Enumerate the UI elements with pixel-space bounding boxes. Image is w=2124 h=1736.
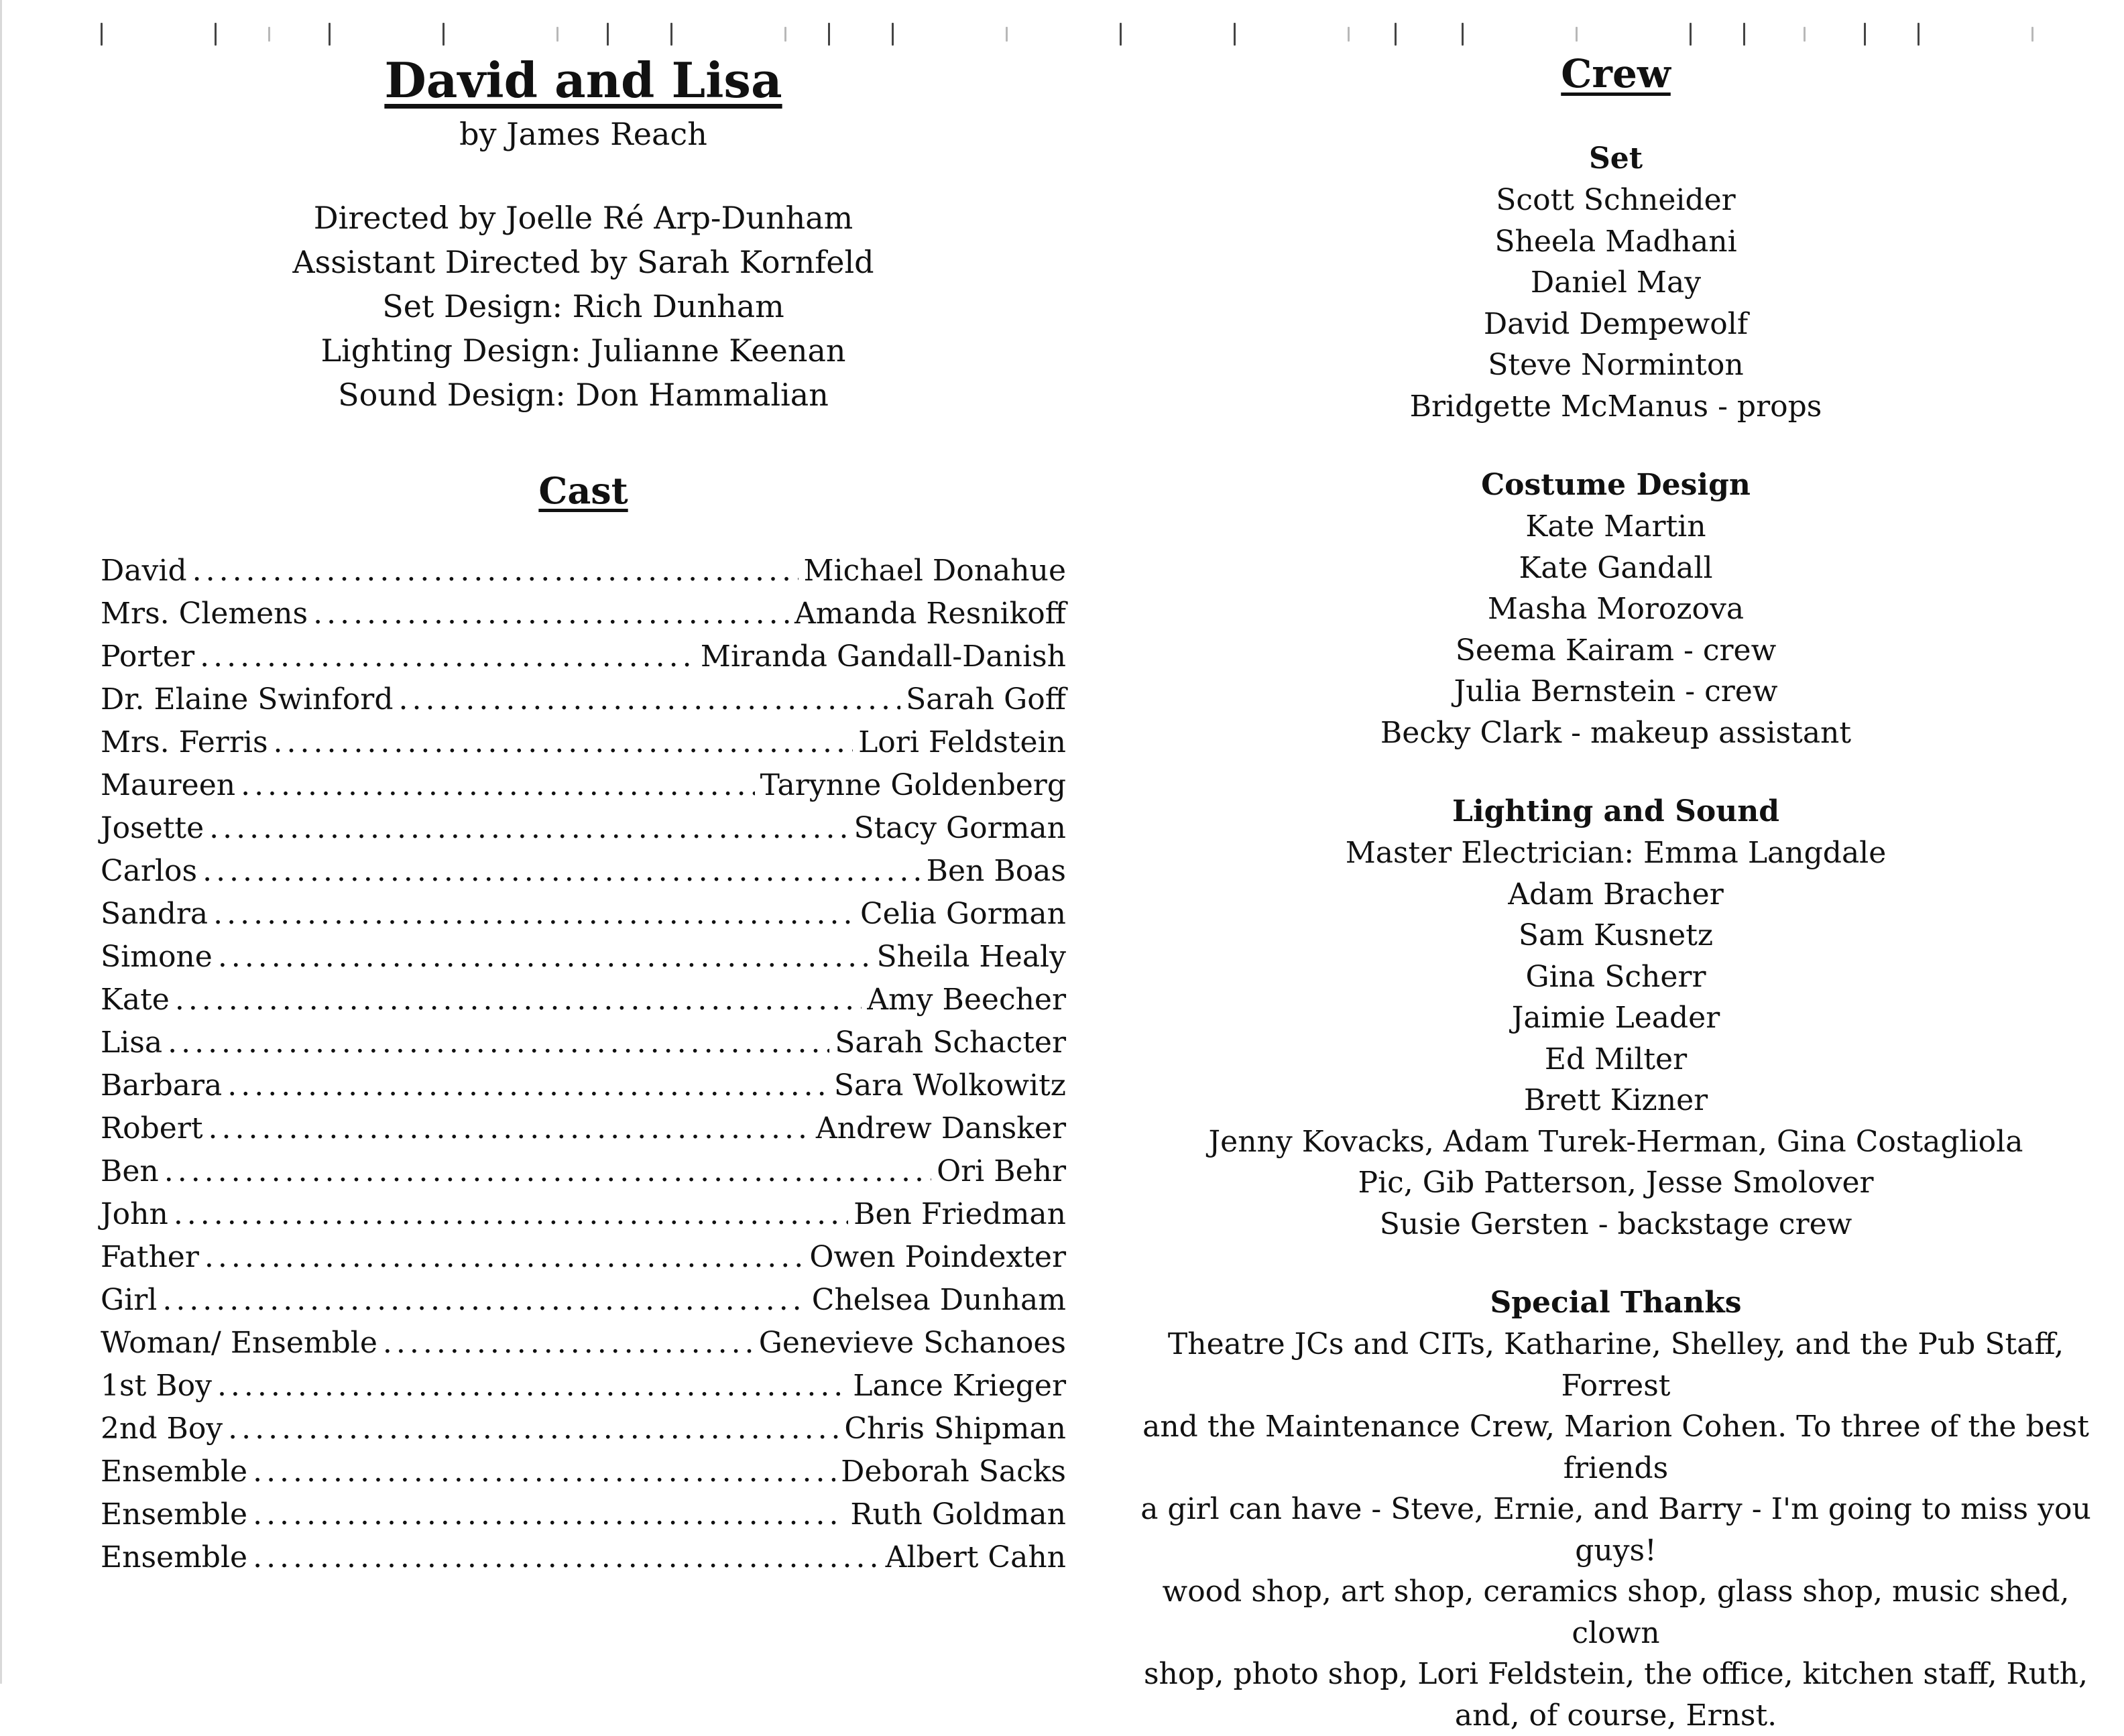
left-column [101,47,1066,1590]
cast-actor: Chris Shipman [844,1408,1066,1450]
cast-actor: Lori Feldstein [858,721,1066,764]
cast-role: Carlos [101,850,197,893]
cast-row [101,1236,1066,1279]
dot-leader [253,1450,835,1493]
dot-leader [204,1236,805,1279]
dot-leader [383,1322,754,1365]
right-column [1133,47,2099,1736]
crew-member: Pic, Gib Patterson, Jesse Smolover [1133,1162,2099,1204]
credit-sound-design: Sound Design: Don Hammalian [101,373,1066,417]
crew-member: Steve Norminton [1133,345,2099,386]
cast-role: Girl [101,1279,157,1322]
binding-tick [2031,27,2033,42]
crew-member: Julia Bernstein - crew [1133,671,2099,712]
thanks-line: a girl can have - Steve, Ernie, and Barry - I'm going to miss you guys! [1133,1489,2099,1571]
cast-role: Ensemble [101,1450,247,1493]
cast-role: Lisa [101,1021,162,1064]
cast-row [101,593,1066,635]
cast-actor: Owen Poindexter [809,1236,1066,1279]
lighting-crew-section [1133,791,2099,1245]
cast-actor: Albert Cahn [886,1536,1066,1579]
author-line: by James Reach [101,114,1066,154]
dot-leader [217,1365,847,1408]
dot-leader [213,893,855,936]
cast-row [101,550,1066,593]
cast-list [101,550,1066,1579]
binding-tick [556,27,558,42]
crew-member: Jenny Kovacks, Adam Turek-Herman, Gina Costagliola [1133,1121,2099,1163]
credit-lighting-design: Lighting Design: Julianne Keenan [101,328,1066,373]
cast-row [101,807,1066,850]
costume-crew-list [1133,506,2099,753]
set-crew-list [1133,180,2099,427]
cast-role: Maureen [101,764,235,807]
lighting-crew-list [1133,832,2099,1245]
crew-member: Kate Gandall [1133,548,2099,589]
cast-role: Ensemble [101,1493,247,1536]
cast-heading: Cast [101,464,1066,517]
costume-crew-title: Costume Design [1133,464,2099,506]
credit-assistant-director: Assistant Directed by Sarah Kornfeld [101,240,1066,284]
crew-member: Bridgette McManus - props [1133,386,2099,428]
cast-role: 1st Boy [101,1365,212,1408]
binding-tick [1395,23,1397,46]
binding-tick [1690,23,1692,46]
thanks-line: Theatre JCs and CITs, Katharine, Shelley, and the Pub Staff, Forrest [1133,1324,2099,1406]
binding-tick [1348,27,1350,42]
binding-tick-marks [0,23,2124,50]
binding-tick [828,23,830,46]
dot-leader [174,1193,848,1236]
dot-leader [168,1021,829,1064]
cast-row [101,1536,1066,1579]
binding-tick [670,23,672,46]
cast-row [101,936,1066,979]
dot-leader [175,979,862,1021]
cast-role: David [101,550,187,593]
crew-member: Daniel May [1133,262,2099,304]
cast-role: 2nd Boy [101,1408,223,1450]
binding-tick [892,23,894,46]
cast-row [101,1193,1066,1236]
dot-leader [241,764,755,807]
cast-actor: Tarynne Goldenberg [760,764,1066,807]
page-edge [0,0,2,1684]
binding-tick [1743,23,1745,46]
crew-member: Sheela Madhani [1133,221,2099,263]
crew-member: Seema Kairam - crew [1133,630,2099,672]
thanks-line: and, of course, Ernst. [1133,1695,2099,1736]
cast-row [101,1408,1066,1450]
cast-actor: Michael Donahue [804,550,1067,593]
crew-member: Adam Bracher [1133,874,2099,916]
binding-tick [1462,23,1464,46]
cast-row [101,721,1066,764]
cast-actor: Amy Beecher [867,979,1066,1021]
cast-row [101,979,1066,1021]
cast-actor: Andrew Dansker [816,1107,1066,1150]
cast-actor: Celia Gorman [860,893,1066,936]
cast-row [101,1279,1066,1322]
show-title: David and Lisa [101,47,1066,114]
dot-leader [313,593,789,635]
cast-row [101,678,1066,721]
crew-member: Scott Schneider [1133,180,2099,221]
production-credits [101,196,1066,417]
thanks-line: shop, photo shop, Lori Feldstein, the office, kitchen staff, Ruth, [1133,1654,2099,1695]
cast-role: Mrs. Ferris [101,721,268,764]
special-thanks-text [1133,1324,2099,1736]
cast-role: Robert [101,1107,203,1150]
credit-director: Directed by Joelle Ré Arp-Dunham [101,196,1066,240]
cast-row [101,1365,1066,1408]
crew-member: Susie Gersten - backstage crew [1133,1204,2099,1245]
crew-member: Becky Clark - makeup assistant [1133,712,2099,754]
binding-tick [1864,23,1866,46]
binding-tick [329,23,331,46]
dot-leader [162,1279,806,1322]
cast-actor: Sarah Goff [906,678,1066,721]
cast-actor: Stacy Gorman [853,807,1066,850]
binding-tick [1006,27,1008,42]
cast-role: Porter [101,635,194,678]
cast-row [101,1107,1066,1150]
cast-actor: Ruth Goldman [850,1493,1066,1536]
dot-leader [164,1150,931,1193]
dot-leader [253,1493,845,1536]
crew-member: Sam Kusnetz [1133,915,2099,956]
special-thanks-title: Special Thanks [1133,1282,2099,1324]
costume-crew-section [1133,464,2099,753]
cast-role: Mrs. Clemens [101,593,308,635]
cast-actor: Amanda Resnikoff [794,593,1066,635]
binding-tick [1804,27,1806,42]
crew-member: Gina Scherr [1133,956,2099,998]
cast-row [101,1450,1066,1493]
thanks-line: wood shop, art shop, ceramics shop, glass shop, music shed, clown [1133,1571,2099,1654]
crew-heading: Crew [1133,47,2099,101]
dot-leader [227,1064,829,1107]
dot-leader [228,1408,839,1450]
crew-member: Ed Milter [1133,1039,2099,1080]
lighting-crew-title: Lighting and Sound [1133,791,2099,832]
binding-tick [1234,23,1236,46]
set-crew-title: Set [1133,138,2099,180]
dot-leader [192,550,799,593]
dot-leader [209,807,848,850]
cast-actor: Sarah Schacter [835,1021,1066,1064]
binding-tick [784,27,786,42]
binding-tick [442,23,445,46]
cast-row [101,635,1066,678]
binding-tick [268,27,270,42]
cast-role: Barbara [101,1064,222,1107]
binding-tick [101,23,103,46]
binding-tick [215,23,217,46]
cast-actor: Ben Boas [927,850,1066,893]
binding-tick [607,23,609,46]
cast-role: John [101,1193,168,1236]
cast-role: Simone [101,936,213,979]
cast-row [101,1322,1066,1365]
thanks-line: and the Maintenance Crew, Marion Cohen. To three of the best friends [1133,1406,2099,1489]
cast-actor: Ori Behr [937,1150,1066,1193]
binding-tick [1576,27,1578,42]
crew-member: Jaimie Leader [1133,997,2099,1039]
crew-member: David Dempewolf [1133,304,2099,345]
dot-leader [399,678,901,721]
credit-set-design: Set Design: Rich Dunham [101,284,1066,328]
cast-role: Sandra [101,893,208,936]
special-thanks-section [1133,1282,2099,1736]
cast-row [101,893,1066,936]
cast-row [101,850,1066,893]
binding-tick [1917,23,1920,46]
cast-actor: Sheila Healy [877,936,1066,979]
cast-row [101,1064,1066,1107]
cast-role: Ben [101,1150,159,1193]
cast-actor: Deborah Sacks [841,1450,1066,1493]
cast-actor: Chelsea Dunham [812,1279,1066,1322]
cast-role: Ensemble [101,1536,247,1579]
binding-tick [1120,23,1122,46]
dot-leader [274,721,853,764]
dot-leader [218,936,872,979]
cast-actor: Genevieve Schanoes [759,1322,1066,1365]
cast-actor: Lance Krieger [853,1365,1066,1408]
crew-member: Kate Martin [1133,506,2099,548]
cast-actor: Miranda Gandall-Danish [701,635,1066,678]
cast-actor: Ben Friedman [853,1193,1066,1236]
cast-role: Dr. Elaine Swinford [101,678,394,721]
dot-leader [202,850,921,893]
cast-row [101,1493,1066,1536]
dot-leader [200,635,695,678]
cast-role: Father [101,1236,199,1279]
dot-leader [253,1536,880,1579]
crew-member: Masha Morozova [1133,588,2099,630]
cast-row [101,1021,1066,1064]
crew-member: Brett Kizner [1133,1080,2099,1121]
cast-role: Josette [101,807,204,850]
set-crew-section [1133,138,2099,427]
cast-role: Woman/ Ensemble [101,1322,377,1365]
dot-leader [209,1107,811,1150]
cast-row [101,764,1066,807]
cast-role: Kate [101,979,170,1021]
cast-actor: Sara Wolkowitz [834,1064,1066,1107]
crew-member: Master Electrician: Emma Langdale [1133,832,2099,874]
cast-row [101,1150,1066,1193]
